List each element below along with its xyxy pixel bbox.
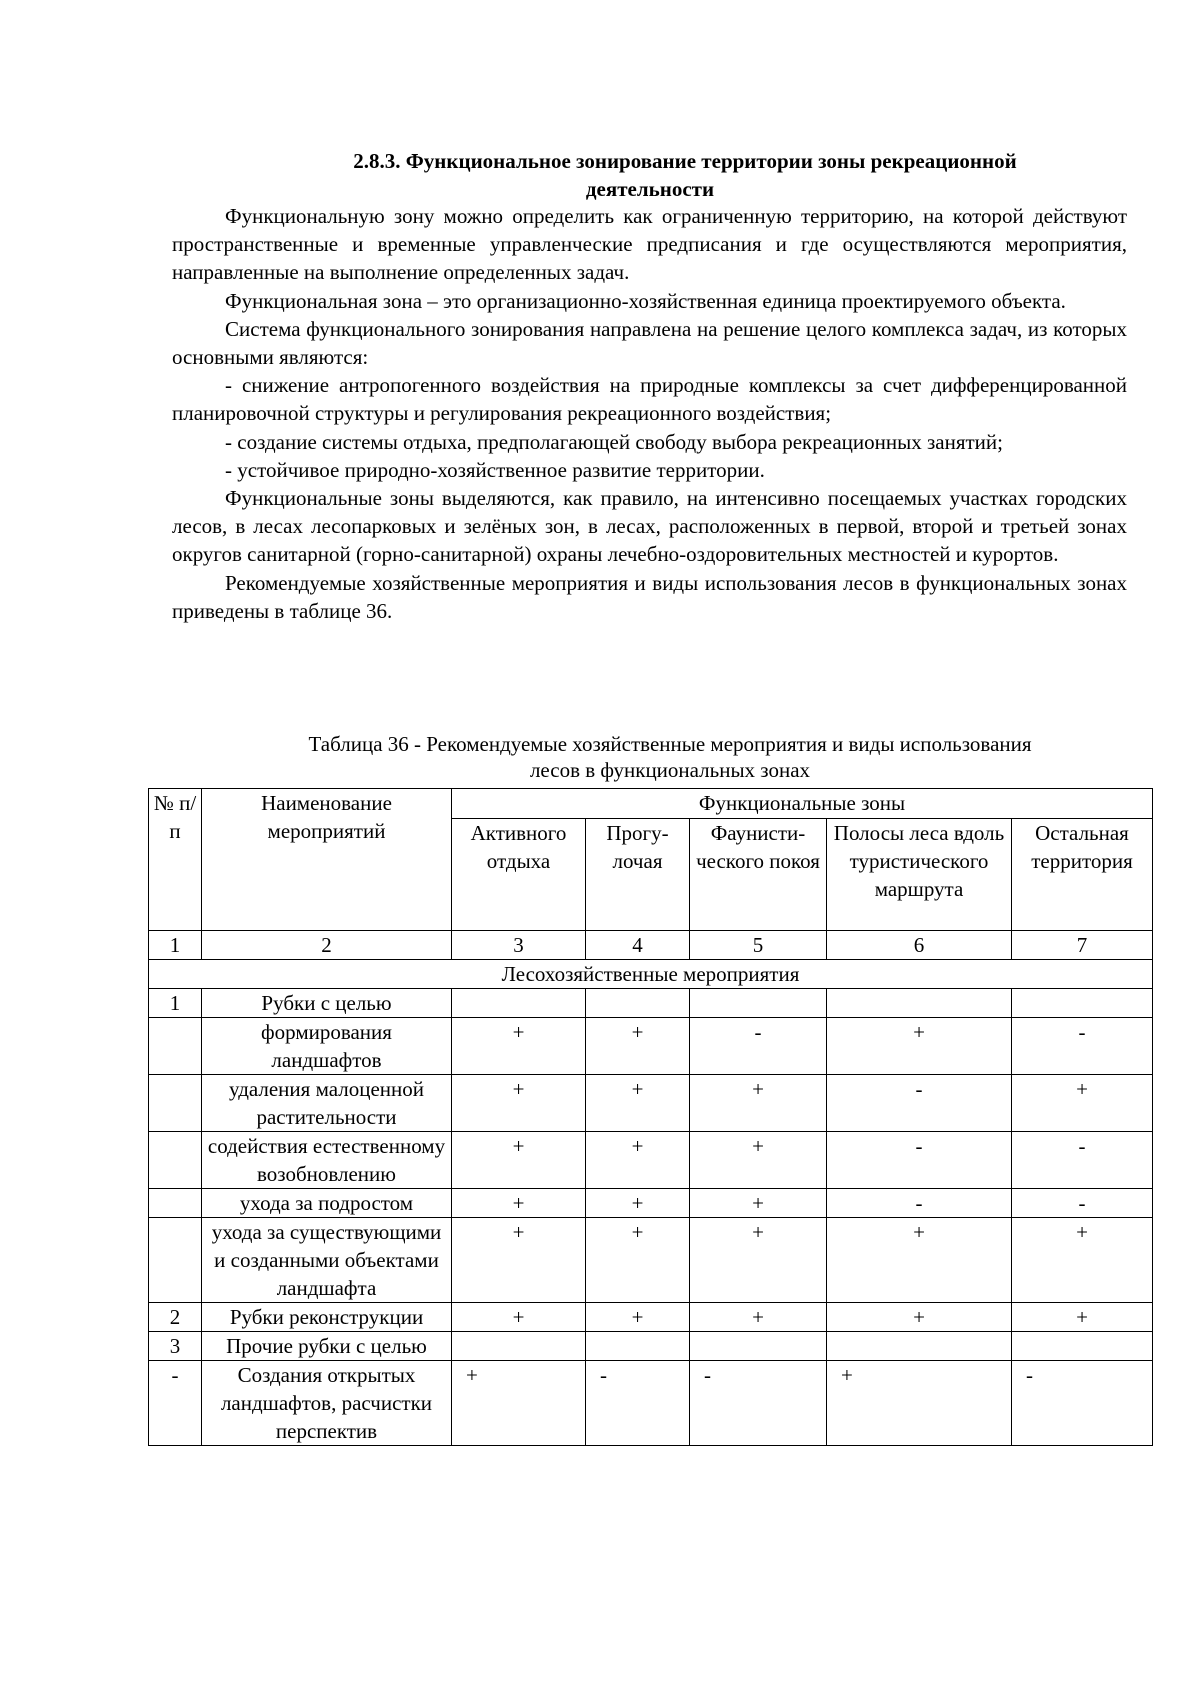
cell-value: - xyxy=(827,1132,1012,1189)
cell-value: + xyxy=(452,1303,586,1332)
heading-line-2: деятельности xyxy=(585,177,715,201)
heading-line-1: 2.8.3. Функциональное зонирование территории зоны рекреационной xyxy=(353,149,1017,173)
cell-value: + xyxy=(452,1132,586,1189)
zone-header: Полосы леса вдоль туристического маршрута xyxy=(827,819,1012,931)
table-row xyxy=(149,989,1153,1018)
table-caption xyxy=(240,731,1100,783)
row-name: Прочие рубки с целью xyxy=(202,1332,452,1361)
zone-header: Фаунисти-ческого покоя xyxy=(690,819,827,931)
paragraph: Функциональная зона – это организационно-хозяйственная единица проектируемого объекта. xyxy=(225,288,1066,313)
column-number: 5 xyxy=(690,931,827,960)
caption-line-1: Таблица 36 - Рекомендуемые хозяйственные мероприятия и виды использования xyxy=(308,732,1032,756)
paragraph: Функциональные зоны выделяются, как правило, на интенсивно посещаемых участках городских лесов, в лесах лесопарковых и зелёных зон, в лесах, расположенных в первой, второй и третьей зонах округов санитарной (горно-санитарной) охраны лечебно-оздоровительных местностей и курортов. xyxy=(172,486,1127,567)
paragraph: Система функционального зонирования направлена на решение целого комплекса задач, из которых основными являются: xyxy=(172,316,1127,370)
row-num xyxy=(149,1189,202,1218)
cell-value xyxy=(1012,989,1153,1018)
cell-value: + xyxy=(827,1218,1012,1303)
row-name: удаления малоценной растительности xyxy=(202,1075,452,1132)
table-row xyxy=(149,1332,1153,1361)
cell-value xyxy=(586,1332,690,1361)
column-number: 6 xyxy=(827,931,1012,960)
column-number: 1 xyxy=(149,931,202,960)
table-row xyxy=(149,1303,1153,1332)
cell-value: - xyxy=(690,1361,827,1446)
row-name: содействия естественному возобновлению xyxy=(202,1132,452,1189)
row-name: Рубки реконструкции xyxy=(202,1303,452,1332)
cell-value: + xyxy=(586,1189,690,1218)
row-num xyxy=(149,1018,202,1075)
row-num xyxy=(149,1075,202,1132)
row-name: формирования ландшафтов xyxy=(202,1018,452,1075)
cell-value: + xyxy=(690,1303,827,1332)
zone-header: Прогу-лочая xyxy=(586,819,690,931)
row-num: - xyxy=(149,1361,202,1446)
cell-value: + xyxy=(586,1018,690,1075)
cell-value: - xyxy=(827,1075,1012,1132)
cell-value: + xyxy=(452,1218,586,1303)
cell-value: + xyxy=(690,1218,827,1303)
cell-value xyxy=(827,1332,1012,1361)
cell-value: + xyxy=(452,1189,586,1218)
cell-value: + xyxy=(452,1075,586,1132)
cell-value xyxy=(690,1332,827,1361)
row-name: ухода за существующими и созданными объектами ландшафта xyxy=(202,1218,452,1303)
cell-value xyxy=(452,989,586,1018)
row-num: 1 xyxy=(149,989,202,1018)
row-num: 2 xyxy=(149,1303,202,1332)
cell-value: + xyxy=(1012,1303,1153,1332)
cell-value xyxy=(452,1332,586,1361)
cell-value: + xyxy=(452,1361,586,1446)
cell-value: + xyxy=(827,1303,1012,1332)
section-row: Лесохозяйственные мероприятия xyxy=(149,960,1153,989)
column-number: 4 xyxy=(586,931,690,960)
list-item: - снижение антропогенного воздействия на природные комплексы за счет дифференцированной планировочной структуры и регулирования рекреационного воздействия; xyxy=(172,373,1127,426)
caption-line-2: лесов в функциональных зонах xyxy=(529,758,811,782)
row-num: 3 xyxy=(149,1332,202,1361)
row-name: Создания открытых ландшафтов, расчистки перспектив xyxy=(202,1361,452,1446)
row-num xyxy=(149,1132,202,1189)
row-num xyxy=(149,1218,202,1303)
row-name: ухода за подростом xyxy=(202,1189,452,1218)
zone-header: Активного отдыха xyxy=(452,819,586,931)
cell-value: + xyxy=(586,1075,690,1132)
zone-header: Остальная территория xyxy=(1012,819,1153,931)
table-row xyxy=(149,1075,1153,1132)
cell-value: + xyxy=(452,1018,586,1075)
table-row xyxy=(149,1018,1153,1075)
cell-value: + xyxy=(690,1132,827,1189)
header-zones: Функциональные зоны xyxy=(452,789,1153,819)
cell-value: + xyxy=(1012,1075,1153,1132)
cell-value: + xyxy=(827,1018,1012,1075)
cell-value: - xyxy=(1012,1132,1153,1189)
column-number: 2 xyxy=(202,931,452,960)
cell-value: + xyxy=(586,1132,690,1189)
cell-value: + xyxy=(1012,1218,1153,1303)
table-row xyxy=(149,1218,1153,1303)
cell-value: - xyxy=(1012,1018,1153,1075)
cell-value xyxy=(827,989,1012,1018)
cell-value xyxy=(690,989,827,1018)
section-heading xyxy=(170,147,1130,203)
table-row xyxy=(149,1132,1153,1189)
cell-value xyxy=(1012,1332,1153,1361)
cell-value: - xyxy=(827,1189,1012,1218)
list-item: - создание системы отдыха, предполагающей свободу выбора рекреационных занятий; xyxy=(225,429,1003,454)
table-row xyxy=(149,1189,1153,1218)
column-number: 7 xyxy=(1012,931,1153,960)
cell-value: + xyxy=(586,1303,690,1332)
table-row xyxy=(149,1361,1153,1446)
cell-value: + xyxy=(827,1361,1012,1446)
paragraph: Функциональную зону можно определить как ограниченную территорию, на которой действуют пространственные и временные управленческие предписания и где осуществляются мероприятия, направленные на выполнение определенных задач. xyxy=(172,204,1127,285)
cell-value: + xyxy=(586,1218,690,1303)
measures-table xyxy=(148,788,1153,1446)
list-item: - устойчивое природно-хозяйственное развитие территории. xyxy=(225,457,765,482)
cell-value: - xyxy=(1012,1361,1153,1446)
header-name: Наименование мероприятий xyxy=(202,789,452,931)
paragraph: Рекомендуемые хозяйственные мероприятия и виды использования лесов в функциональных зонах приведены в таблице 36. xyxy=(172,570,1127,623)
cell-value: - xyxy=(586,1361,690,1446)
header-num: № п/п xyxy=(149,789,202,931)
cell-value: + xyxy=(690,1075,827,1132)
cell-value: - xyxy=(1012,1189,1153,1218)
row-name: Рубки с целью xyxy=(202,989,452,1018)
cell-value xyxy=(586,989,690,1018)
body-text xyxy=(172,202,1127,625)
cell-value: + xyxy=(690,1189,827,1218)
column-number: 3 xyxy=(452,931,586,960)
cell-value: - xyxy=(690,1018,827,1075)
